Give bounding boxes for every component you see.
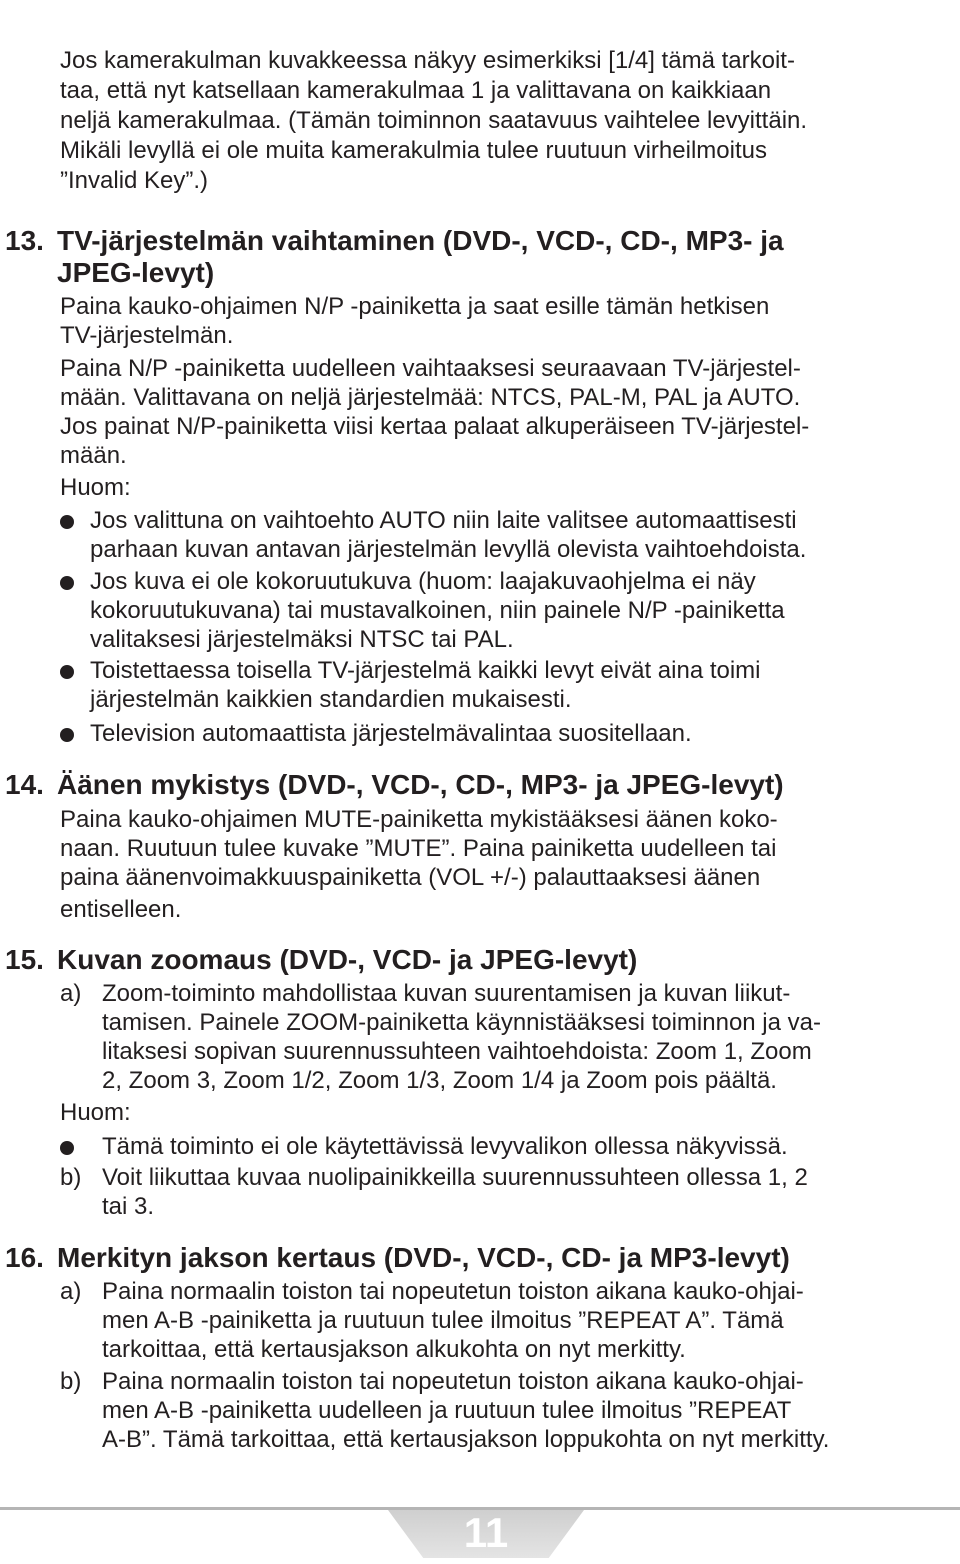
page-number: 11 [463,1509,509,1556]
section-13-bullet-1-line-1: Jos valittuna on vaihtoehto AUTO niin laite valitsee automaattisesti [90,507,797,534]
bullet-icon [60,576,74,590]
intro-line-2: taa, että nyt katsellaan kamerakulmaa 1 ja valittavana on kaikkiaan [60,77,772,104]
intro-line-3: neljä kamerakulmaa. (Tämän toiminnon saatavuus vaihtelee levyittäin. [60,107,808,134]
section-14-body-line-2: naan. Ruutuun tulee kuvake ”MUTE”. Paina painiketta uudelleen tai [60,835,777,862]
section-13-bullet-3-line-1: Toistettaessa toisella TV-järjestelmä kaikki levyt eivät aina toimi [90,657,761,684]
section-13-bullet-4-line-1: Television automaattista järjestelmävalintaa suositellaan. [90,720,692,747]
section-15-item-a-line-4: 2, Zoom 3, Zoom 1/2, Zoom 1/3, Zoom 1/4 ja Zoom pois päältä. [102,1067,777,1094]
section-15-bullet: Tämä toiminto ei ole käytettävissä levyvalikon ollessa näkyvissä. [102,1133,788,1160]
section-16-item-a-label: a) [60,1278,82,1305]
section-13-body-line-4: mään. Valittavana on neljä järjestelmää: NTCS, PAL-M, PAL ja AUTO. [60,384,801,411]
intro-line-5: ”Invalid Key”.) [60,167,209,194]
section-15-item-a-label: a) [60,980,82,1007]
section-13-number: 13. [5,225,44,256]
section-14-body-line-4: entiselleen. [60,896,182,923]
intro-line-4: Mikäli levyllä ei ole muita kamerakulmia tulee ruutuun virheilmoitus [60,137,767,164]
section-15-item-b-line-1: Voit liikuttaa kuvaa nuolipainikkeilla suurennussuhteen ollessa 1, 2 [102,1164,808,1191]
bullet-icon [60,665,74,679]
section-13-title-line-2: JPEG-levyt) [57,257,215,288]
section-15-number: 15. [5,944,44,975]
section-15-title: Kuvan zoomaus (DVD-, VCD- ja JPEG-levyt) [57,944,638,975]
section-16-item-b-line-2: men A-B -painiketta uudelleen ja ruutuun tulee ilmoitus ”REPEAT [102,1397,792,1424]
bullet-icon [60,515,74,529]
section-13-bullet-2-line-1: Jos kuva ei ole kokoruutukuva (huom: laajakuvaohjelma ei näy [90,568,756,595]
bullet-icon [60,1141,74,1155]
section-16-item-b-line-1: Paina normaalin toiston tai nopeutetun toiston aikana kauko-ohjai- [102,1368,804,1395]
section-16-number: 16. [5,1242,44,1273]
section-13-body-line-3: Paina N/P -painiketta uudelleen vaihtaaksesi seuraavaan TV-järjestel- [60,355,801,382]
section-13-body-line-5: Jos painat N/P-painiketta viisi kertaa palaat alkuperäiseen TV-järjestel- [60,413,810,440]
section-16-item-a-line-3: tarkoittaa, että kertausjakson alkukohta on nyt merkitty. [102,1336,686,1363]
section-15-item-a-line-3: litaksesi sopivan suurennussuhteen vaihtoehdoista: Zoom 1, Zoom [102,1038,812,1065]
section-13-body-line-1: Paina kauko-ohjaimen N/P -painiketta ja saat esille tämän hetkisen [60,293,770,320]
section-15-item-a-line-1: Zoom-toiminto mahdollistaa kuvan suurentamisen ja kuvan liikut- [102,980,791,1007]
section-16-item-a-line-1: Paina normaalin toiston tai nopeutetun toiston aikana kauko-ohjai- [102,1278,804,1305]
intro-line-1: Jos kamerakulman kuvakkeessa näkyy esimerkiksi [1/4] tämä tarkoit- [60,47,795,74]
section-13-body-line-2: TV-järjestelmän. [60,322,234,349]
section-13-bullet-2-line-2: kokoruutukuvana) tai mustavalkoinen, niin painele N/P -painiketta [90,597,785,624]
section-14-body-line-3: paina äänenvoimakkuuspainiketta (VOL +/-) palauttaaksesi äänen [60,864,761,891]
section-15-item-b-label: b) [60,1164,82,1191]
section-13-title-line-1: TV-järjestelmän vaihtaminen (DVD-, VCD-, CD-, MP3- ja [57,225,784,256]
section-16-item-b-label: b) [60,1368,82,1395]
section-13-note-label: Huom: [60,474,131,501]
section-16-item-a-line-2: men A-B -painiketta ja ruutuun tulee ilmoitus ”REPEAT A”. Tämä [102,1307,784,1334]
section-13-bullet-2-line-3: valitaksesi järjestelmäksi NTSC tai PAL. [90,626,514,653]
section-15-note-label: Huom: [60,1099,131,1126]
section-13-bullet-3-line-2: järjestelmän kaikkien standardien mukaisesti. [90,686,572,713]
section-15-item-b-line-2: tai 3. [102,1193,155,1220]
bullet-icon [60,728,74,742]
section-16-title: Merkityn jakson kertaus (DVD-, VCD-, CD- ja MP3-levyt) [57,1242,790,1273]
section-16-item-b-line-3: A-B”. Tämä tarkoittaa, että kertausjakson loppukohta on nyt merkitty. [102,1426,830,1453]
section-14-body-line-1: Paina kauko-ohjaimen MUTE-painiketta mykistääksesi äänen koko- [60,806,778,833]
section-13-body-line-6: mään. [60,442,127,469]
section-14-title: Äänen mykistys (DVD-, VCD-, CD-, MP3- ja JPEG-levyt) [57,769,784,800]
section-15-item-a-line-2: tamisen. Painele ZOOM-painiketta käynnistääksesi toiminnon ja va- [102,1009,821,1036]
section-14-number: 14. [5,769,44,800]
section-13-bullet-1-line-2: parhaan kuvan antavan järjestelmän levyllä olevista vaihtoehdoista. [90,536,807,563]
